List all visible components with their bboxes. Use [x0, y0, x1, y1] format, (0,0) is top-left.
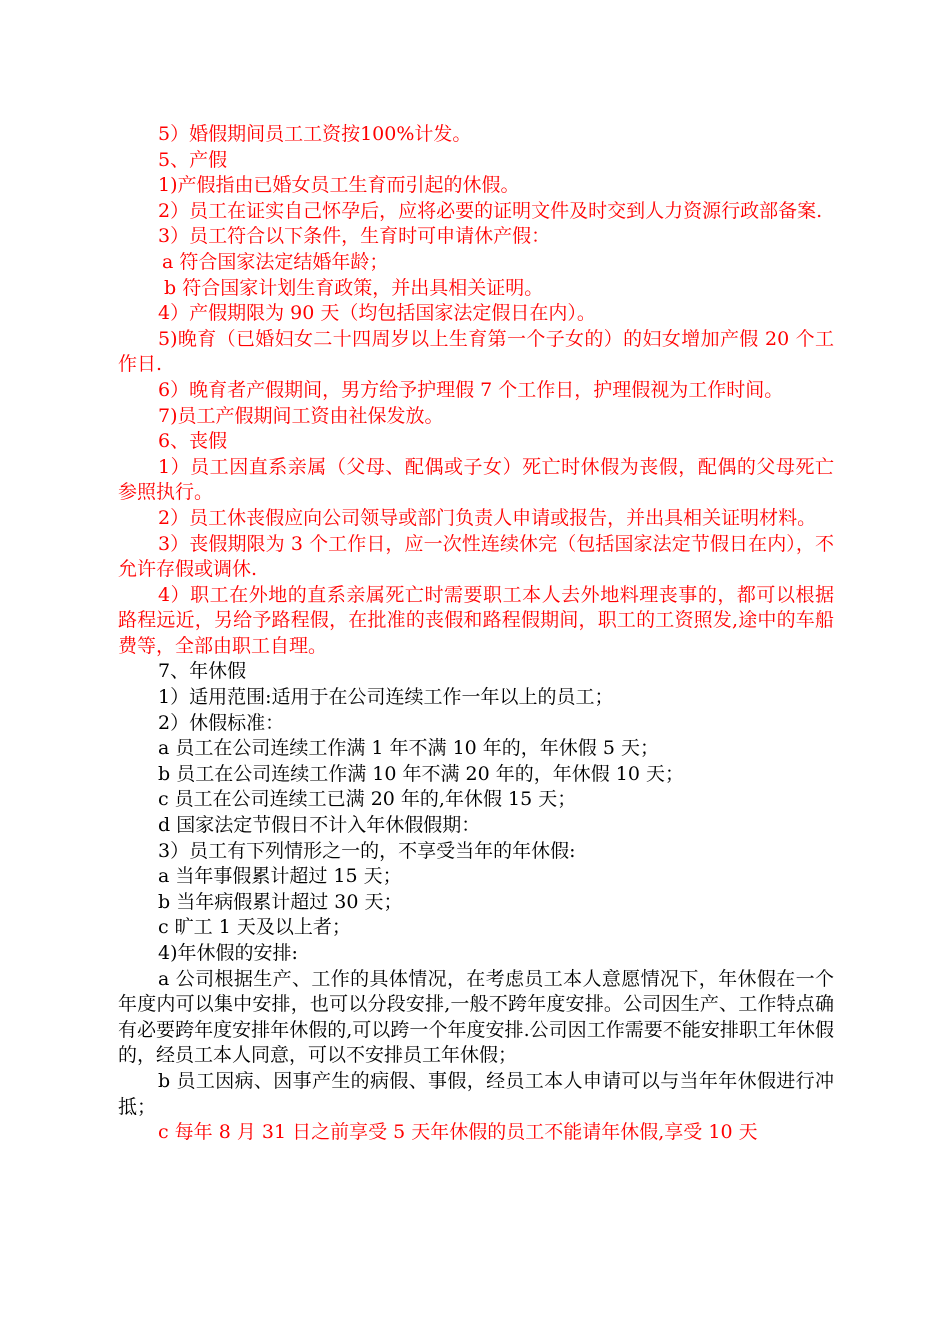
paragraph-exclusions: 3）员工有下列情形之一的，不享受当年的年休假: — [158, 839, 576, 862]
paragraph-standard-c: c 员工在公司连续工已满 20 年的,年休假 15 天； — [158, 788, 577, 811]
paragraph-arrangement: 4)年休假的安排: — [158, 942, 298, 964]
paragraph-paternity-leave: 6）晚育者产假期间，男方给予护理假 7 个工作日，护理假视为工作时间。 — [158, 378, 784, 401]
paragraph-exclusion-a: a 当年事假累计超过 15 天； — [158, 865, 402, 888]
section-heading-annual-leave: 7、年休假 — [158, 660, 247, 683]
section-heading-maternity-leave: 5、产假 — [158, 148, 228, 171]
paragraph-travel-leave: 4）职工在外地的直系亲属死亡时需要职工本人去外地料理丧事的，都可以根据路程远近，另给予路程假，在批准的丧假和路程假期间，职工的工资照发,途中的车船费等，全部由职工自理。 — [118, 583, 834, 657]
paragraph-standard-d: d 国家法定节假日不计入年休假假期： — [158, 814, 481, 837]
document-body — [118, 122, 834, 1146]
paragraph-bereavement-duration: 3）丧假期限为 3 个工作日，应一次性连续休完（包括国家法定节假日在内），不允许存假或调休. — [118, 532, 834, 581]
paragraph-exclusion-c: c 旷工 1 天及以上者； — [158, 916, 351, 939]
paragraph-bereavement-definition: 1）员工因直系亲属（父母、配偶或子女）死亡时休假为丧假，配偶的父母死亡参照执行。 — [118, 455, 834, 504]
paragraph-standard-a: a 员工在公司连续工作满 1 年不满 10 年的，年休假 5 天； — [158, 737, 659, 760]
section-heading-bereavement-leave: 6、丧假 — [158, 430, 228, 453]
paragraph-maternity-pay: 7)员工产假期间工资由社保发放。 — [158, 404, 444, 427]
paragraph-pregnancy-filing: 2）员工在证实自己怀孕后，应将必要的证明文件及时交到人力资源行政部备案. — [158, 199, 823, 222]
paragraph-arrangement-b: b 员工因病、因事产生的病假、事假，经员工本人申请可以与当年年休假进行冲抵； — [118, 1069, 834, 1118]
paragraph-standard-b: b 员工在公司连续工作满 10 年不满 20 年的，年休假 10 天； — [158, 762, 684, 785]
paragraph-condition-a: a 符合国家法定结婚年龄； — [162, 250, 389, 273]
paragraph-arrangement-c: c 每年 8 月 31 日之前享受 5 天年休假的员工不能请年休假,享受 10 天 — [158, 1121, 758, 1144]
paragraph-marriage-leave-pay: 5）婚假期间员工工资按100%计发。 — [158, 123, 472, 145]
paragraph-late-childbirth: 5)晚育（已婚妇女二十四周岁以上生育第一个子女的）的妇女增加产假 20 个工作日. — [118, 327, 834, 376]
paragraph-bereavement-application: 2）员工休丧假应向公司领导或部门负责人申请或报告，并出具相关证明材料。 — [158, 506, 817, 529]
paragraph-annual-scope: 1）适用范围:适用于在公司连续工作一年以上的员工； — [158, 686, 614, 709]
paragraph-maternity-definition: 1)产假指由已婚女员工生育而引起的休假。 — [158, 174, 520, 197]
paragraph-annual-standard: 2）休假标准： — [158, 711, 285, 734]
paragraph-exclusion-b: b 当年病假累计超过 30 天； — [158, 890, 403, 913]
paragraph-maternity-duration: 4）产假期限为 90 天（均包括国家法定假日在内）。 — [158, 302, 596, 325]
paragraph-maternity-conditions: 3）员工符合以下条件，生育时可申请休产假： — [158, 225, 551, 248]
paragraph-arrangement-a: a 公司根据生产、工作的具体情况，在考虑员工本人意愿情况下，年休假在一个年度内可以集中安排，也可以分段安排,一般不跨年度安排。公司因生产、工作特点确有必要跨年度安排年休假的,可以跨一个年度安排.公司因工作需要不能安排职工年休假的，经员工本人同意，可以不安排员工年休假； — [118, 967, 834, 1067]
paragraph-condition-b: b 符合国家计划生育政策，并出具相关证明。 — [164, 276, 544, 299]
